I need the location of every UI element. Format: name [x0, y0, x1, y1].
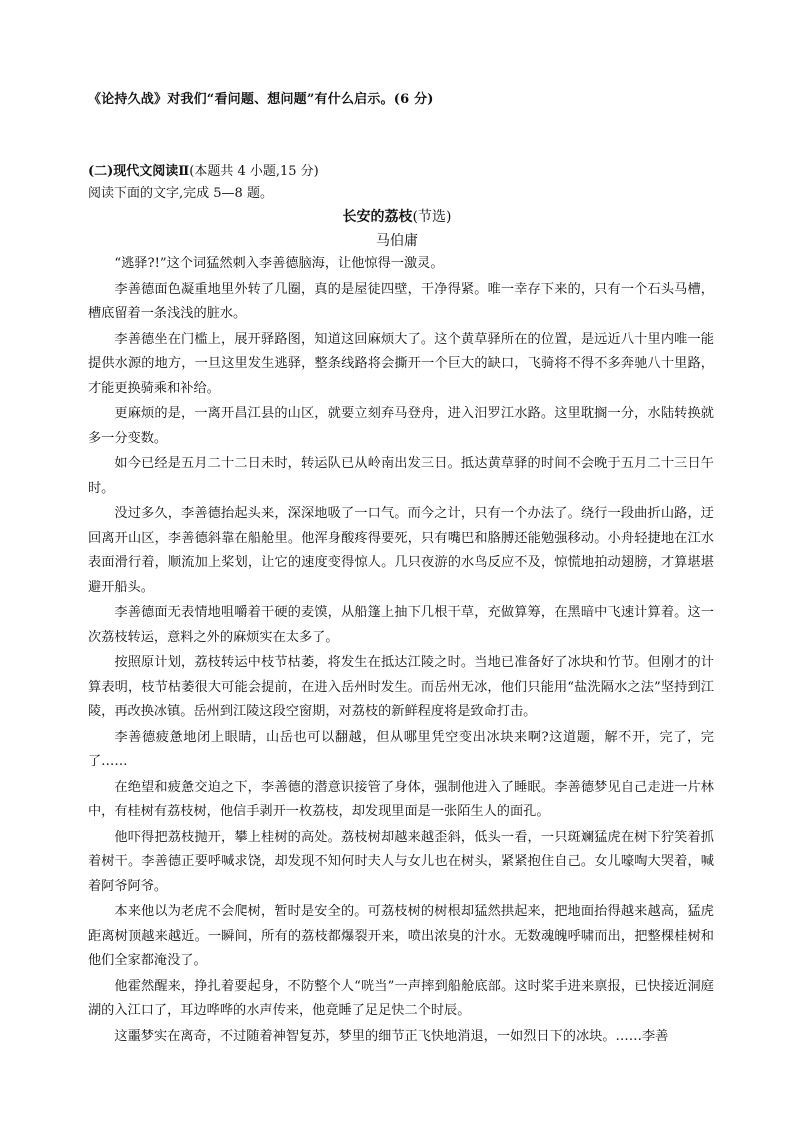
- paragraph: 按照原计划，荔枝转运中枝节枯萎，将发生在抵达江陵之时。当地已准备好了冰块和竹节。但刚才的计算表明，枝节枯萎很大可能会提前，在进入岳州时发生。而岳州无冰，他们只能用“盐洗隔水之法”坚持到江陵，再改换冰镇。岳州到江陵这段空窗期，对荔枝的新鲜程度将是致命打击。: [88, 655, 714, 719]
- paragraph: 李善德面色凝重地里外转了几圈，真的是屋徒四壁，干净得紧。唯一幸存下来的，只有一个石头马槽，槽底留着一条浅浅的脏水。: [88, 281, 714, 321]
- paragraph: 他霍然醒来，挣扎着要起身，不防整个人“咣当”一声摔到船舱底部。这时桨手进来禀报，已快接近洞庭湖的入江口了，耳边哗哗的水声传来，他竟睡了足足快二个时辰。: [88, 978, 714, 1018]
- article-title: 长安的荔枝: [342, 209, 413, 225]
- paragraph: 这噩梦实在离奇，不过随着神智复苏，梦里的细节正飞快地消退，一如烈日下的冰块。……李善: [114, 1028, 669, 1044]
- paragraph: “逃驿?!”这个词猛然刺入李善德脑海，让他惊得一激灵。: [114, 256, 444, 271]
- article-subtitle: (节选): [412, 209, 452, 225]
- essay-question: 《论持久战》对我们“看问题、想问题”有什么启示。(6 分): [88, 92, 434, 107]
- paragraph: 李善德坐在门槛上，展开驿路图，知道这回麻烦大了。这个黄草驿所在的位置，是远近八十里内唯一能提供水源的地方，一旦这里发生逃驿，整条线路将会撕开一个巨大的缺口，飞骑将不得不多奔驰八十里路，才能更换骑乘和补给。: [88, 331, 714, 396]
- article-title-line: [0, 206, 794, 226]
- reading-instruction: 阅读下面的文字,完成 5—8 题。: [88, 186, 273, 201]
- paragraph: 本来他以为老虎不会爬树，暂时是安全的。可荔枝树的树根却猛然拱起来，把地面抬得越来越高，猛虎距离树顶越来越近。一瞬间，所有的荔枝都爆裂开来，喷出浓臭的汁水。无数魂魄呼啸而出，把整棵桂树和他们全家都淹没了。: [88, 904, 714, 968]
- paragraph: 更麻烦的是，一离开昌江县的山区，就要立刻弃马登舟，进入汨罗江水路。这里耽搁一分，水陆转换就多一分变数。: [88, 406, 714, 446]
- section-heading: [88, 160, 728, 179]
- paragraph: 李善德面无表情地咀嚼着干硬的麦馍，从船篷上抽下几根干草，充做算筹，在黑暗中飞速计算着。这一次荔枝转运，意料之外的麻烦实在太多了。: [88, 605, 714, 645]
- article-body: [88, 252, 714, 1050]
- paragraph: 如今已经是五月二十二日未时，转运队已从岭南出发三日。抵达黄草驿的时间不会晚于五月二十三日午时。: [88, 456, 714, 496]
- paragraph: 李善德疲惫地闭上眼睛，山岳也可以翻越，但从哪里凭空变出冰块来啊?这道题，解不开，完了，完了……: [88, 729, 714, 769]
- section-title: (二)现代文阅读Ⅱ: [88, 164, 190, 179]
- paragraph: 他吓得把荔枝抛开，攀上桂树的高处。荔枝树却越来越歪斜，低头一看，一只斑斓猛虎在树下狞笑着抓着树干。李善德正要呼喊求饶，却发现不知何时夫人与女儿也在树头，紧紧抱住自己。女儿嚎啕大哭着，喊着阿爷阿爷。: [88, 829, 714, 894]
- article-author: 马伯庸: [376, 233, 418, 249]
- paragraph: 没过多久，李善德抬起头来，深深地吸了一口气。而今之计，只有一个办法了。绕行一段曲折山路，迂回离开山区，李善德斜靠在船舱里。他浑身酸疼得要死，只有嘴巴和胳膊还能勉强移动。小舟轻捷地在江水表面滑行着，顺流加上桨划，让它的速度变得惊人。几只夜游的水鸟反应不及，惊慌地拍动翅膀，才算堪堪避开船头。: [88, 506, 714, 595]
- section-score-note: (本题共 4 小题,15 分): [189, 164, 319, 179]
- paragraph: 在绝望和疲惫交迫之下，李善德的潜意识接管了身体，强制他进入了睡眠。李善德梦见自己走进一片林中，有桂树有荔枝树，他信手剥开一枚荔枝，却发现里面是一张陌生人的面孔。: [88, 779, 714, 819]
